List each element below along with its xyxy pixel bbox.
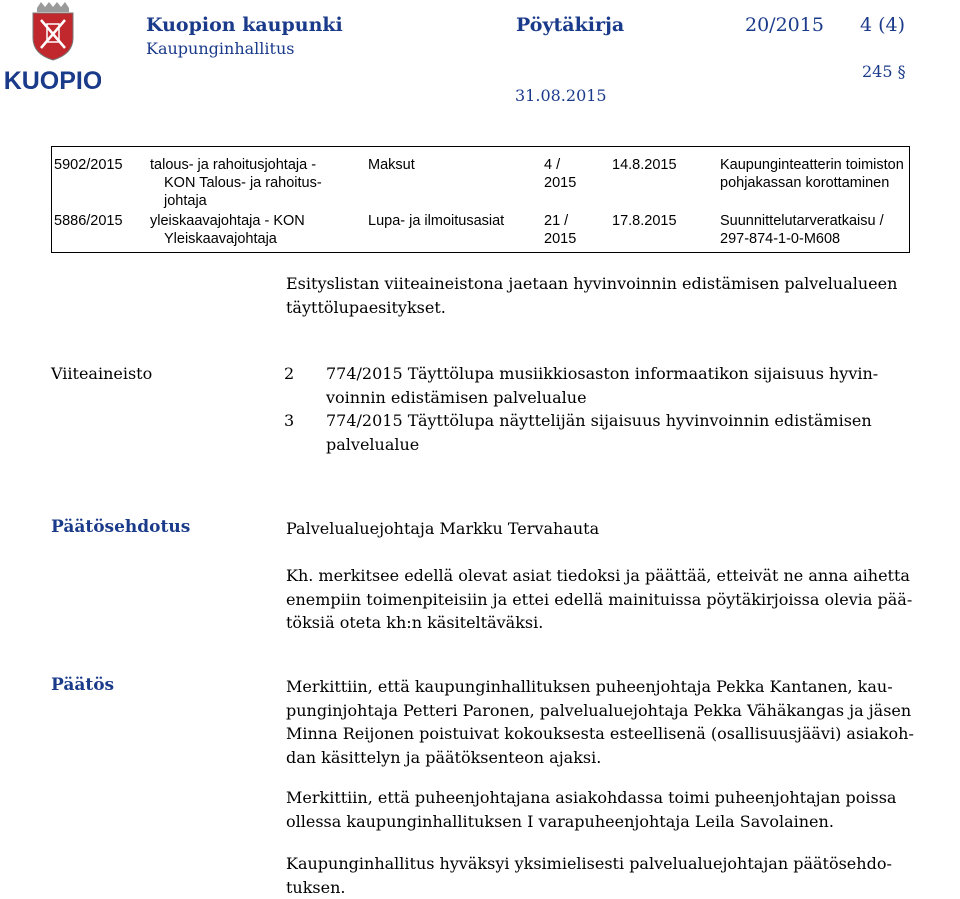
table-cell-number: 21 / 2015 bbox=[544, 213, 577, 247]
decision-paragraph: Merkittiin, että puheenjohtajana asiakohdassa toimi puheenjohtajan poissa ollessa kaupunginhallituksen I varapuheenjohtaja Leila Savolainen. bbox=[286, 788, 897, 831]
proposal-presenter: Palvelualuejohtaja Markku Tervahauta bbox=[286, 519, 600, 538]
coat-of-arms-icon bbox=[5, 2, 101, 94]
table-cell-diary-number: 5886/2015 bbox=[54, 213, 123, 229]
document-type: Pöytäkirja bbox=[516, 14, 625, 36]
table-cell-type: Lupa- ja ilmoitusasiat bbox=[368, 213, 505, 229]
table-cell-diary-number: 5902/2015 bbox=[54, 157, 123, 173]
attachment-number: 2 bbox=[284, 364, 295, 383]
page-number: 4 (4) bbox=[860, 14, 906, 36]
organization-name: Kuopion kaupunki bbox=[146, 14, 343, 36]
attachments-label: Viiteaineisto bbox=[51, 364, 153, 383]
attachment-item: 774/2015 Täyttölupa näyttelijän sijaisuus hyvinvoinnin edistämisen palvelualue bbox=[326, 411, 872, 454]
kuopio-logo bbox=[5, 2, 101, 94]
table-cell-subject: Suunnittelutarveratkaisu / 297-874-1-0-M608 bbox=[720, 213, 884, 247]
table-cell-number: 4 / 2015 bbox=[544, 157, 577, 191]
table-cell-subject: Kaupunginteatterin toimiston pohjakassan korottaminen bbox=[720, 157, 904, 191]
decision-paragraph: Kaupunginhallitus hyväksyi yksimielisesti palvelualuejohtajan päätösehdo- tuksen. bbox=[286, 854, 892, 897]
section-number: 245 § bbox=[862, 62, 906, 81]
document-number: 20/2015 bbox=[745, 14, 824, 36]
decision-heading: Päätös bbox=[51, 675, 115, 695]
attachment-number: 3 bbox=[284, 411, 295, 430]
attachment-item: 774/2015 Täyttölupa musiikkiosaston informaatikon sijaisuus hyvin- voinnin edistämisen palvelualue bbox=[326, 364, 879, 407]
table-cell-date: 17.8.2015 bbox=[612, 213, 677, 229]
table-cell-type: Maksut bbox=[368, 157, 415, 173]
table-cell-official: talous- ja rahoitusjohtaja - KON Talous- ja rahoitus- johtaja bbox=[150, 157, 322, 209]
intro-text: Esityslistan viiteaineistona jaetaan hyvinvoinnin edistämisen palvelualueen täyttölupaesitykset. bbox=[286, 274, 898, 317]
proposal-text: Kh. merkitsee edellä olevat asiat tiedoksi ja päättää, etteivät ne anna aihetta enempiin toimenpiteisiin ja ettei edellä mainituissa pöytäkirjoissa olevia pää- töksiä oteta kh:n käsiteltäväksi. bbox=[286, 566, 913, 632]
table-cell-official: yleiskaavajohtaja - KON Yleiskaavajohtaja bbox=[150, 213, 305, 247]
meeting-date: 31.08.2015 bbox=[515, 86, 607, 105]
decision-paragraph: Merkittiin, että kaupunginhallituksen puheenjohtaja Pekka Kantanen, kau- punginjohtaja Petteri Paronen, palvelualuejohtaja Pekka Vähäkangas ja jäsen Minna Reijonen poistuivat kokouksesta esteellisenä (osallisuusjäävi) asiakoh- dan käsittelyn ja päätöksenteon ajaksi. bbox=[286, 677, 914, 767]
case-table bbox=[51, 146, 910, 253]
table-cell-date: 14.8.2015 bbox=[612, 157, 677, 173]
logo-text: KUOPIO bbox=[5, 67, 101, 94]
proposal-heading: Päätösehdotus bbox=[51, 517, 191, 537]
organization-body: Kaupunginhallitus bbox=[146, 39, 295, 58]
